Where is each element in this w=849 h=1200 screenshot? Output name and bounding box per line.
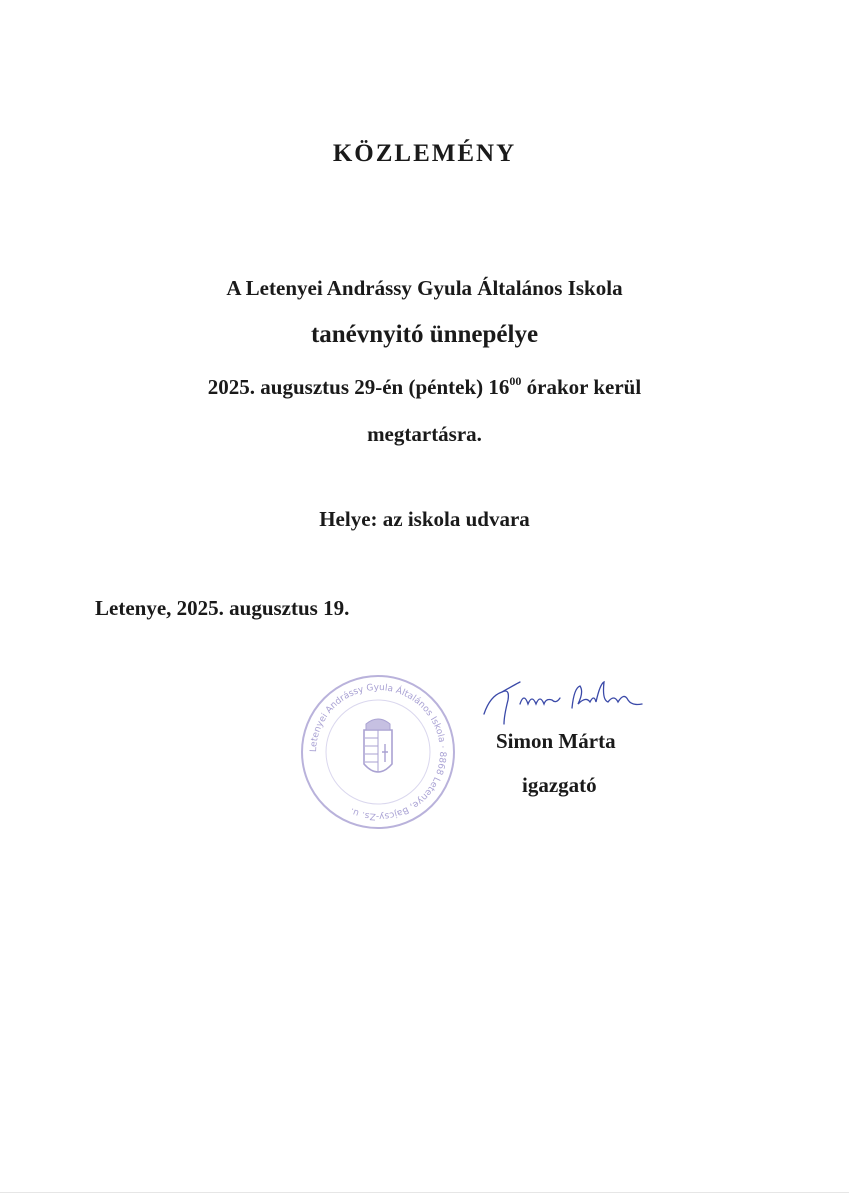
dateline: Letenye, 2025. augusztus 19. — [95, 596, 350, 620]
page-bottom-divider — [0, 1192, 849, 1193]
date-line-continuation: megtartásra. — [367, 422, 482, 446]
signer-title: igazgató — [522, 773, 597, 797]
event-line: tanévnyitó ünnepélye — [310, 321, 539, 348]
signer-name: Simon Márta — [496, 729, 616, 753]
date-main: 2025. augusztus 29-én (péntek) 16 — [207, 375, 510, 399]
coat-of-arms-icon — [364, 719, 392, 772]
place-line: Helye: az iskola udvara — [319, 507, 530, 531]
date-line — [0, 375, 849, 400]
signature — [480, 670, 650, 730]
time-minutes-superscript: 00 — [509, 374, 522, 388]
date-tail: órakor kerül — [521, 375, 642, 399]
official-stamp — [298, 672, 458, 832]
school-line: A Letenyei Andrássy Gyula Általános Iskola — [226, 276, 623, 300]
stamp-text: Letenyei Andrássy Gyula Általános Iskola · 8868 Letenye, Bajcsy-Zs. u. — [308, 682, 448, 822]
page-title: KÖZLEMÉNY — [332, 140, 517, 167]
